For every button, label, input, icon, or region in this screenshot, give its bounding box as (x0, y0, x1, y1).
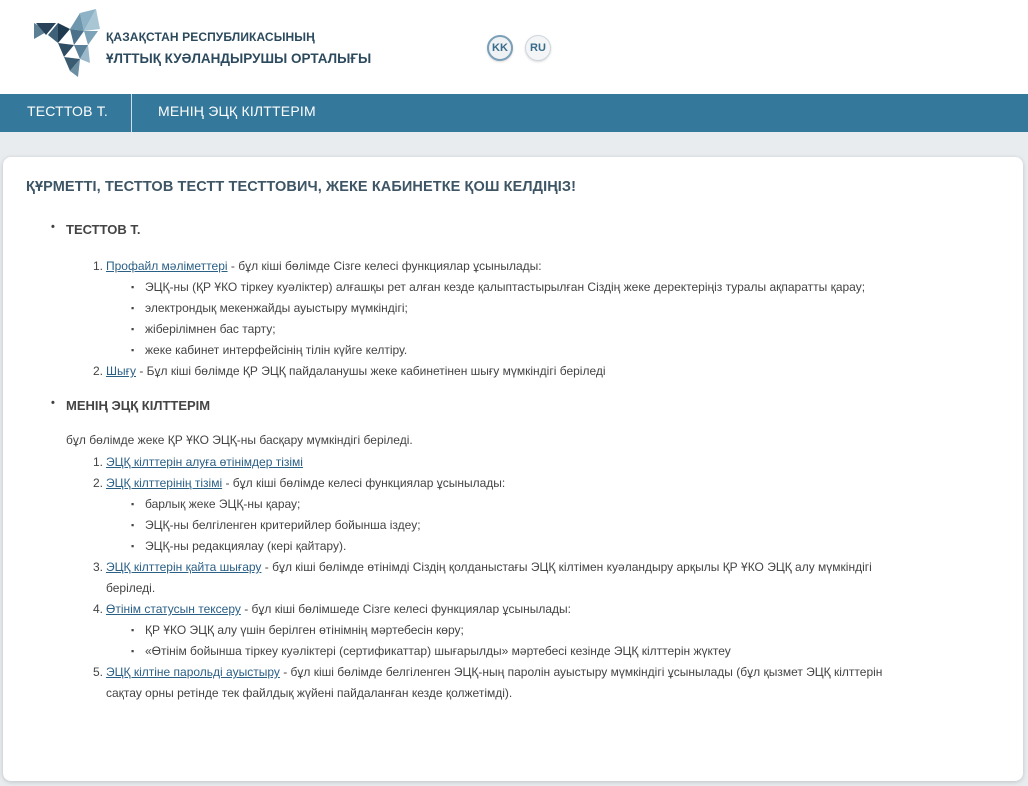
list-item (106, 257, 542, 275)
list-number: 4. (92, 602, 103, 616)
list-item-text: - бұл кіші бөлімшеде Сізге келесі функциялар ұсынылады: (240, 602, 571, 616)
list-number: 1. (92, 259, 103, 273)
site-header (0, 0, 1028, 94)
sub-list-item: ▪ электрондық мекенжайды ауыстыру мүмкіндігі; (145, 299, 408, 317)
list-item (106, 362, 606, 380)
list-item (106, 663, 882, 681)
nav-item-my-keys[interactable]: МЕНІҢ ЭЦҚ КІЛТТЕРІМ (158, 103, 316, 119)
section-heading-profile: • ТЕСТТОВ Т. (66, 222, 140, 237)
profile-info-link[interactable]: Профайл мәліметтері (106, 259, 228, 273)
list-item-text: - бұл кіші бөлімде белгіленген ЭЦҚ-ның паролін ауыстыру мүмкіндігі ұсынылады (бұл қызмет ЭЦҚ кілттерін (279, 665, 883, 679)
sub-list-item: ▪ ҚР ҰКО ЭЦҚ алу үшін берілген өтінімнің мәртебесін көру; (145, 621, 464, 639)
list-item-text: - бұл кіші бөлімде Сізге келесі функциялар ұсынылады: (227, 259, 542, 273)
list-item-continuation: беріледі. (106, 581, 156, 595)
section-heading-keys: • МЕНІҢ ЭЦҚ КІЛТТЕРІМ (66, 398, 210, 413)
org-name-line2: ҰЛТТЫҚ КУӘЛАНДЫРУШЫ ОРТАЛЫҒЫ (106, 51, 372, 66)
reissue-keys-link[interactable]: ЭЦҚ кілттерін қайта шығару (106, 560, 262, 574)
org-name-line1: ҚАЗАҚСТАН РЕСПУБЛИКАСЫНЫҢ (106, 30, 315, 44)
sub-list-item: ▪ ЭЦҚ-ны редакциялау (кері қайтару). (145, 537, 346, 555)
section-intro: бұл бөлімде жеке ҚР ҰКО ЭЦҚ-ны басқару мүмкіндігі беріледі. (66, 433, 413, 447)
list-item (106, 453, 303, 471)
key-requests-link[interactable]: ЭЦҚ кілттерін алуға өтінімдер тізімі (106, 455, 303, 469)
list-number: 2. (92, 476, 103, 490)
org-name (106, 29, 371, 69)
sub-list-item: ▪ ЭЦҚ-ны (ҚР ҰКО тіркеу куәліктер) алғашқы рет алған кезде қалыптастырылған Сіздің жеке деректеріңіз туралы ақпаратты қарау; (145, 278, 865, 296)
lang-ru-button[interactable]: RU (525, 35, 551, 61)
list-number: 3. (92, 560, 103, 574)
page-title: ҚҰРМЕТТІ, ТЕСТТОВ ТЕСТТ ТЕСТТОВИЧ, ЖЕКЕ КАБИНЕТКЕ ҚОШ КЕЛДІҢІЗ! (26, 179, 577, 195)
list-item (106, 558, 872, 576)
sub-list-item: ▪ барлық жеке ЭЦҚ-ны қарау; (145, 495, 300, 513)
sub-list-item: ▪ жіберілімнен бас тарту; (145, 320, 276, 338)
list-number: 5. (92, 665, 103, 679)
main-nav (0, 94, 1028, 132)
list-item (106, 474, 505, 492)
sub-list-item: ▪ «Өтінім бойынша тіркеу куәліктері (сертификаттар) шығарылды» мәртебесі кезінде ЭЦҚ кілттерін жүктеу (145, 642, 731, 660)
change-password-link[interactable]: ЭЦҚ кілтіне парольді ауыстыру (106, 665, 280, 679)
key-list-link[interactable]: ЭЦҚ кілттерінің тізімі (106, 476, 223, 490)
nav-item-profile[interactable]: ТЕСТТОВ Т. (0, 94, 132, 132)
list-number: 1. (92, 455, 103, 469)
check-status-link[interactable]: Өтінім статусын тексеру (106, 602, 241, 616)
list-item (106, 600, 571, 618)
list-item-text: - бұл кіші бөлімде өтінімді Сіздің қолданыстағы ЭЦҚ кілтімен куәландыру арқылы ҚР ҰКО ЭЦҚ алу мүмкіндігі (261, 560, 872, 574)
list-item-text: - бұл кіші бөлімде келесі функциялар ұсынылады: (222, 476, 506, 490)
list-number: 2. (92, 364, 103, 378)
welcome-card (3, 157, 1023, 781)
list-item-text: - Бұл кіші бөлімде ҚР ЭЦҚ пайдаланушы жеке кабинетінен шығу мүмкіндігі беріледі (136, 364, 606, 378)
lang-kk-button[interactable]: KK (487, 35, 513, 61)
list-item-continuation: сақтау орны ретінде тек файлдық жүйені пайдаланған кезде қолжетімді). (106, 686, 513, 700)
sub-list-item: ▪ ЭЦҚ-ны белгіленген критерийлер бойынша іздеу; (145, 516, 421, 534)
sub-list-item: ▪ жеке кабинет интерфейсінің тілін күйге келтіру. (145, 341, 407, 359)
logo-icon[interactable] (34, 9, 100, 77)
logout-link[interactable]: Шығу (106, 364, 136, 378)
